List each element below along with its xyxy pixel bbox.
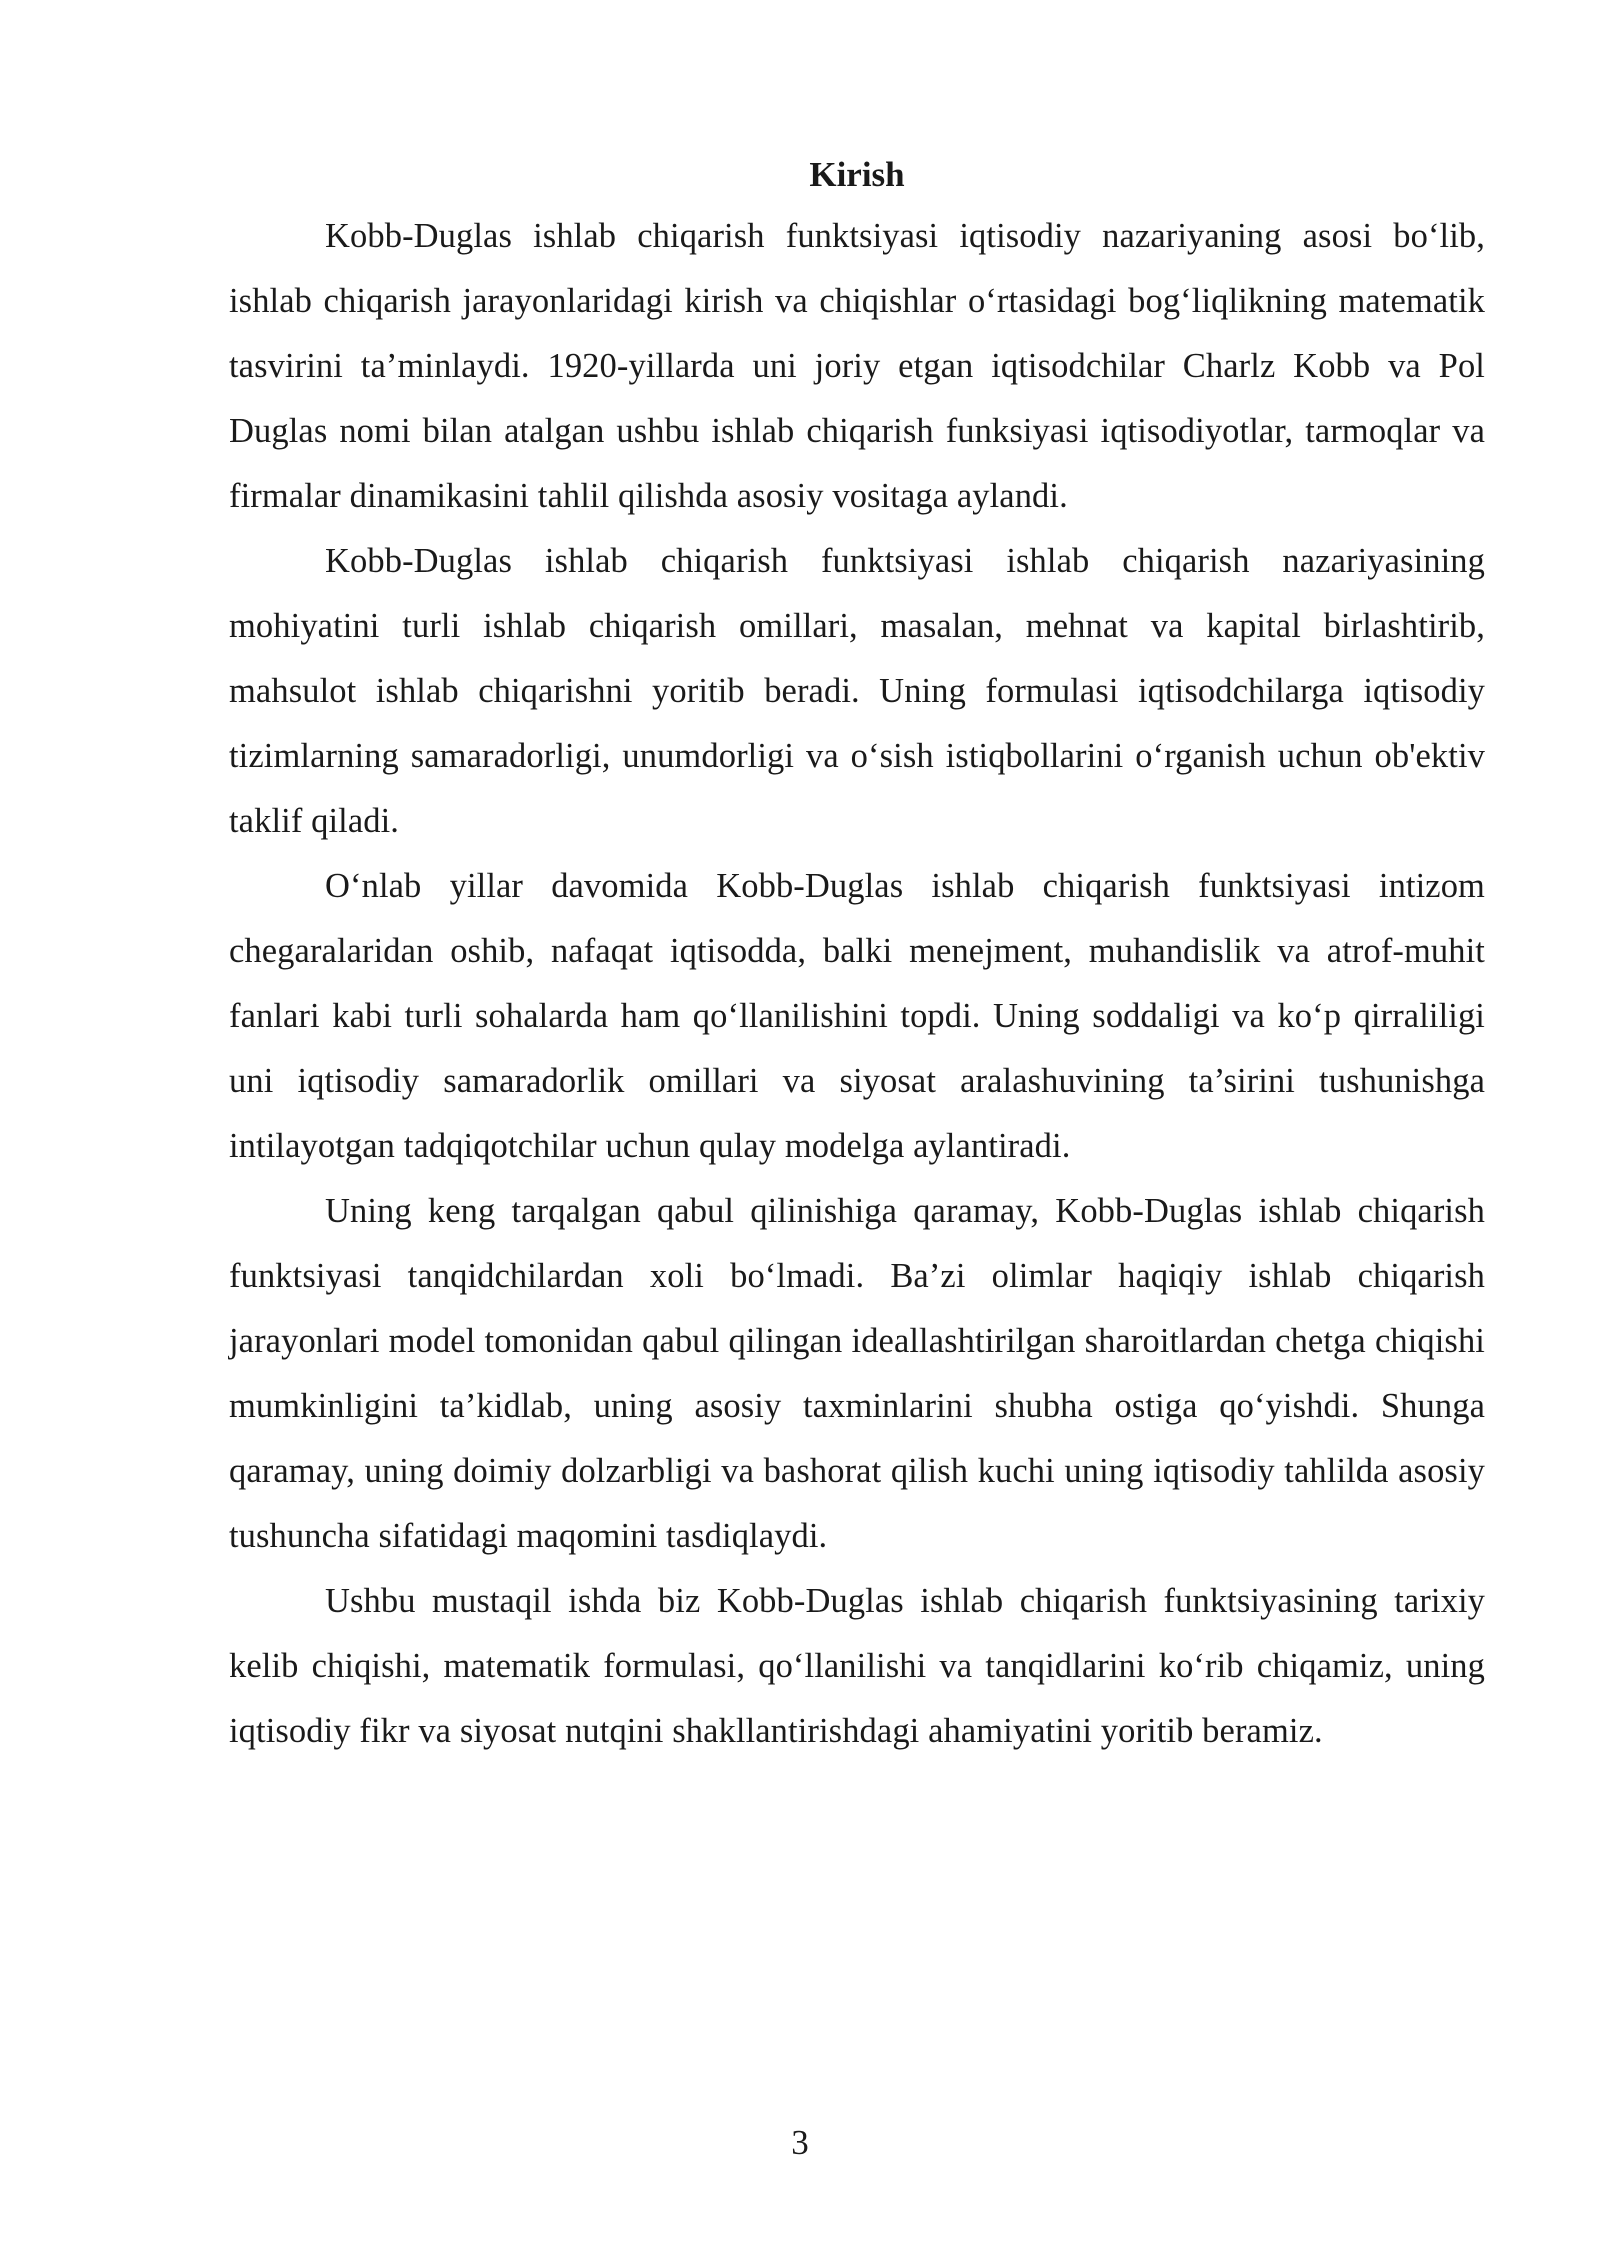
section-heading: Kirish xyxy=(809,155,905,194)
page-number: 3 xyxy=(791,2123,809,2162)
page-content xyxy=(229,146,1485,1764)
paragraph-4: Uning keng tarqalgan qabul qilinishiga qaramay, Kobb-Duglas ishlab chiqarish funktsiyasi tanqidchilardan xoli bo‘lmadi. Ba’zi olimlar haqiqiy ishlab chiqarish jarayonlari model tomonidan qabul qilingan ideallashtirilgan sharoitlardan chetga chiqishi mumkinligini ta’kidlab, uning asosiy taxminlarini shubha ostiga qo‘yishdi. Shunga qaramay, uning doimiy dolzarbligi va bashorat qilish kuchi uning iqtisodiy tahlilda asosiy tushuncha sifatidagi maqomini tasdiqlaydi. xyxy=(229,1192,1485,1555)
paragraph-2: Kobb-Duglas ishlab chiqarish funktsiyasi ishlab chiqarish nazariyasining mohiyatini turli ishlab chiqarish omillari, masalan, mehnat va kapital birlashtirib, mahsulot ishlab chiqarishni yoritib beradi. Uning formulasi iqtisodchilarga iqtisodiy tizimlarning samaradorligi, unumdorligi va o‘sish istiqbollarini o‘rganish uchun ob'ektiv taklif qiladi. xyxy=(229,542,1485,840)
paragraph-5: Ushbu mustaqil ishda biz Kobb-Duglas ishlab chiqarish funktsiyasining tarixiy kelib chiqishi, matematik formulasi, qo‘llanilishi va tanqidlarini ko‘rib chiqamiz, uning iqtisodiy fikr va siyosat nutqini shakllantirishdagi ahamiyatini yoritib beramiz. xyxy=(229,1582,1485,1750)
paragraph-3: O‘nlab yillar davomida Kobb-Duglas ishlab chiqarish funktsiyasi intizom chegaralaridan oshib, nafaqat iqtisodda, balki menejment, muhandislik va atrof-muhit fanlari kabi turli sohalarda ham qo‘llanilishini topdi. Uning soddaligi va ko‘p qirraliligi uni iqtisodiy samaradorlik omillari va siyosat aralashuvining ta’sirini tushunishga intilayotgan tadqiqotchilar uchun qulay modelga aylantiradi. xyxy=(229,867,1485,1165)
paragraph-1: Kobb-Duglas ishlab chiqarish funktsiyasi iqtisodiy nazariyaning asosi bo‘lib, ishlab chiqarish jarayonlaridagi kirish va chiqishlar o‘rtasidagi bog‘liqlikning matematik tasvirini ta’minlaydi. 1920-yillarda uni joriy etgan iqtisodchilar Charlz Kobb va Pol Duglas nomi bilan atalgan ushbu ishlab chiqarish funksiyasi iqtisodiyotlar, tarmoqlar va firmalar dinamikasini tahlil qilishda asosiy vositaga aylandi. xyxy=(229,217,1485,515)
